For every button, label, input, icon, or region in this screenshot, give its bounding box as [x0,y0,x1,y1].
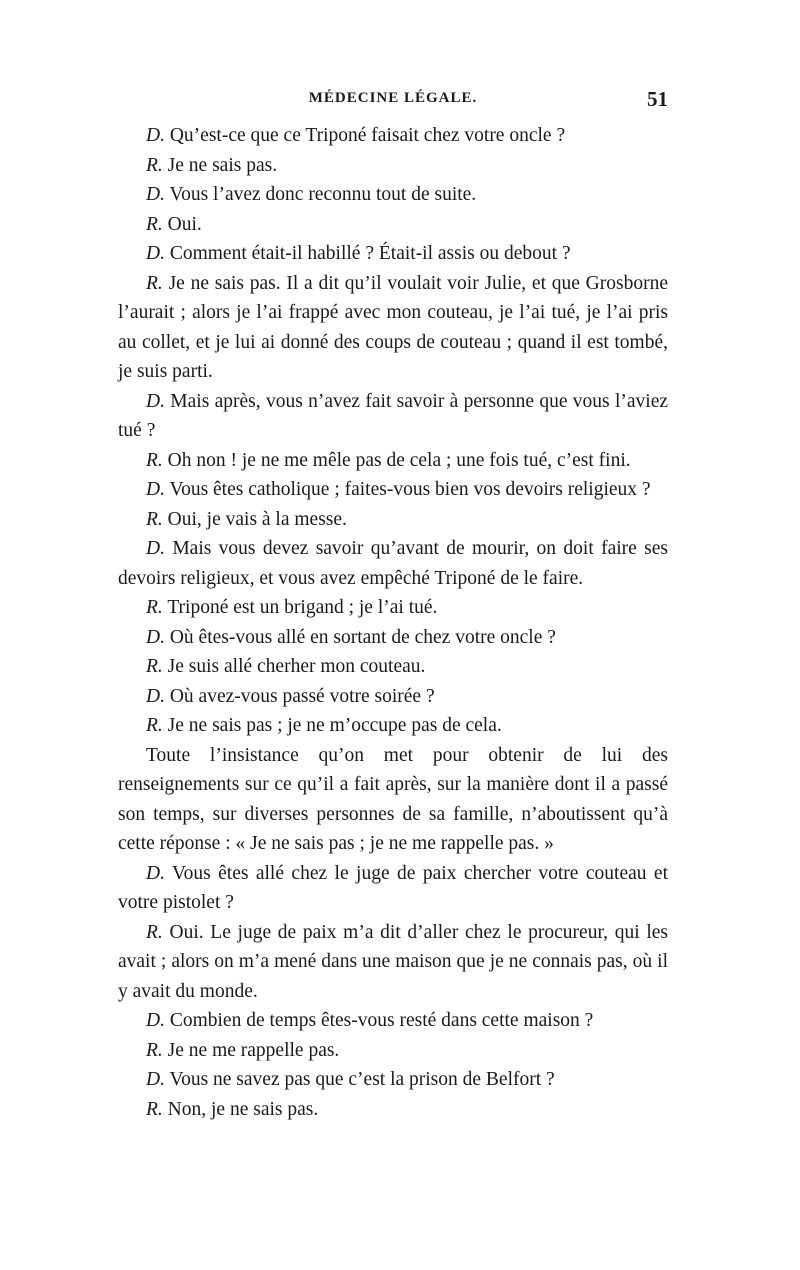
paragraph-text: Mais après, vous n’avez fait savoir à personne que vous l’aviez tué ? [118,390,669,441]
speaker-label: R. [146,449,163,471]
dialogue-paragraph [118,682,668,712]
speaker-label: R. [146,597,163,618]
dialogue-paragraph [118,1095,668,1125]
speaker-label: D. [146,538,165,559]
speaker-label: D. [146,1069,165,1090]
dialogue-paragraph [118,151,668,181]
running-header [118,87,668,120]
paragraph-text: Vous êtes allé chez le juge de paix chercher votre couteau et votre pistolet ? [118,862,668,913]
dialogue-paragraph [118,505,668,535]
paragraph-text: Mais vous devez savoir qu’avant de mourir, on doit faire ses devoirs religieux, et vous avez empêché Triponé de le faire. [118,538,669,589]
dialogue-paragraph [118,180,668,210]
paragraph-text: Comment était-il habillé ? Était-il assis ou debout ? [169,243,571,264]
speaker-label: R. [146,656,163,677]
speaker-label: D. [146,626,165,648]
dialogue-paragraph [118,593,668,623]
dialogue-paragraph [118,918,668,1007]
paragraph-text: Je suis allé cherher mon couteau. [167,656,426,677]
paragraph-text: Non, je ne sais pas. [167,1098,319,1120]
paragraph-text: Combien de temps êtes-vous resté dans cette maison ? [169,1010,594,1031]
dialogue-paragraph [118,623,668,653]
paragraph-text: Je ne sais pas. Il a dit qu’il voulait voir Julie, et que Grosborne l’aurait ; alors je l’ai frappé avec mon couteau, je l’ai tué, je l’ai pris au collet, et je lui ai donné des coups de couteau ; quand il est tombé, je suis parti. [118,272,668,382]
paragraph-text: Je ne me rappelle pas. [167,1039,340,1061]
speaker-label: D. [146,125,165,146]
dialogue-paragraph [118,210,668,240]
paragraph-text: Oui, je vais à la messe. [167,508,347,530]
paragraph-text: Vous ne savez pas que c’est la prison de Belfort ? [169,1069,555,1090]
dialogue-paragraph [118,475,668,505]
speaker-label: D. [146,390,165,412]
paragraph-text: Vous l’avez donc reconnu tout de suite. [169,184,477,205]
paragraph-text: Oui. Le juge de paix m’a dit d’aller chez le procureur, qui les avait ; alors on m’a mené dans une maison que je ne connais pas, où il y avait du monde. [118,921,668,1002]
speaker-label: D. [146,1010,165,1031]
speaker-label: R. [146,1098,163,1120]
dialogue-paragraph [118,121,668,151]
body-text [118,121,668,1124]
paragraph-text: Je ne sais pas. [167,154,278,176]
dialogue-paragraph [118,711,668,741]
dialogue-paragraph [118,1065,668,1095]
paragraph-text: Oui. [167,213,202,235]
dialogue-paragraph [118,269,668,387]
dialogue-paragraph [118,1036,668,1066]
speaker-label: D. [146,479,165,500]
speaker-label: D. [146,862,165,884]
paragraph-text: Vous êtes catholique ; faites-vous bien vos devoirs religieux ? [169,479,651,500]
speaker-label: R. [146,213,163,235]
paragraph-text: Toute l’insistance qu’on met pour obtenir de lui des renseignements sur ce qu’il a fait après, sur la manière dont il a passé son temps, sur diverses personnes de sa famille, n’aboutissent qu’à cette réponse : « Je ne sais pas ; je ne me rappelle pas. » [118,744,668,854]
speaker-label: D. [146,184,165,205]
dialogue-paragraph [118,859,668,918]
speaker-label: R. [146,921,163,943]
dialogue-paragraph [118,534,668,593]
running-title: MÉDECINE LÉGALE. [308,90,478,106]
dialogue-paragraph [118,387,668,446]
narrative-paragraph [118,741,668,859]
speaker-label: R. [146,715,163,736]
paragraph-text: Oh non ! je ne me mêle pas de cela ; une fois tué, c’est fini. [167,449,631,471]
dialogue-paragraph [118,239,668,269]
speaker-label: D. [146,685,165,707]
paragraph-text: Qu’est-ce que ce Triponé faisait chez votre oncle ? [169,125,566,146]
paragraph-text: Triponé est un brigand ; je l’ai tué. [167,597,438,618]
paragraph-text: Où êtes-vous allé en sortant de chez votre oncle ? [169,626,556,648]
paragraph-text: Où avez-vous passé votre soirée ? [169,685,435,707]
speaker-label: D. [146,243,165,264]
page-number: 51 [647,87,668,111]
speaker-label: R. [146,508,163,530]
speaker-label: R. [146,154,163,176]
dialogue-paragraph [118,446,668,476]
speaker-label: R. [146,1039,163,1061]
dialogue-paragraph [118,652,668,682]
speaker-label: R. [146,272,163,294]
paragraph-text: Je ne sais pas ; je ne m’occupe pas de cela. [167,715,502,736]
dialogue-paragraph [118,1006,668,1036]
